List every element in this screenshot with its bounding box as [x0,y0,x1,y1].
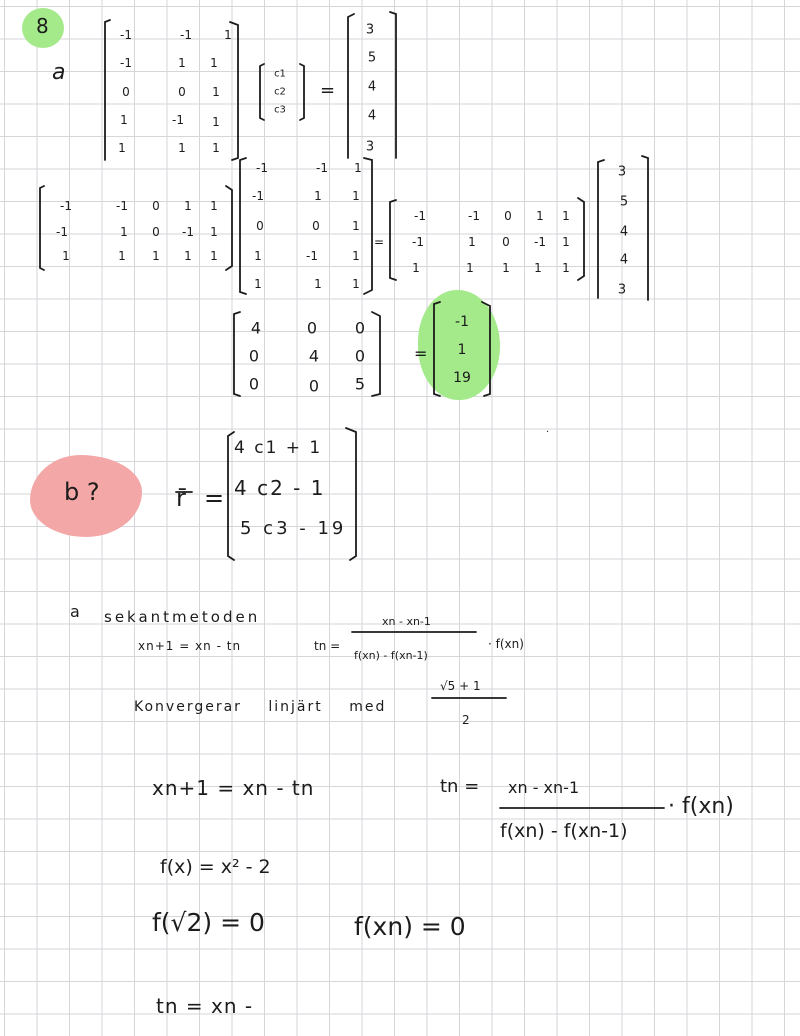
matrix-cell: 1 [184,249,192,263]
matrix-cell: -1 [120,56,132,70]
tn-last: tn = xn - [156,994,254,1018]
matrix-cell: 1 [212,115,220,129]
matrix-cell: 1 [352,219,360,233]
matrix-cell: -1 [414,209,426,223]
equals-sign: = [204,484,225,512]
matrix-cell: 0 [354,346,366,366]
equals-sign: = [414,344,428,363]
matrix-cell: 0 [248,374,260,394]
matrix-cell: 1 [254,249,262,263]
matrix-cell: 1 [562,235,570,249]
matrix-cell: 4 [250,318,262,338]
matrix-cell: 0 [504,209,512,223]
stray-dot: · [546,427,550,438]
secant-title: sekantmetoden [104,608,261,626]
vector-cell: 5 [367,50,377,66]
matrix-cell: 1 [210,249,218,263]
matrix-cell: 1 [178,141,186,155]
matrix-cell: -1 [180,28,192,42]
tn-denom-big: f(xn) - f(xn-1) [500,820,628,842]
secant-formula-big: xn+1 = xn - tn [152,776,315,800]
vector-cell: 1 [457,342,467,358]
f-definition: f(x) = x² - 2 [160,856,271,878]
tn-factor-small: · f(xn) [488,637,524,651]
matrix-cell: 1 [354,161,362,175]
matrix-cell: 0 [256,219,264,233]
matrix-cell: -1 [468,209,480,223]
matrix-cell: 1 [352,189,360,203]
matrix-cell: 1 [210,56,218,70]
residual-symbol: r̄ [176,484,186,512]
problem-number: 8 [36,14,49,38]
matrix-cell: 0 [308,376,320,396]
convergence-denom: 2 [462,713,470,727]
tn-factor-big: · f(xn) [668,794,734,819]
vector-cell: c1 [274,68,286,80]
matrix-cell: -1 [412,235,424,249]
matrix-cell: 1 [224,28,232,42]
equals-sign: = [320,80,336,101]
matrix-cell: 1 [352,277,360,291]
matrix-cell: 0 [122,85,130,99]
matrix-cell: 0 [306,318,318,338]
matrix-cell: -1 [60,199,72,213]
vector-cell: 19 [453,370,471,386]
tn-lhs-big: tn = [440,776,480,797]
matrix-cell: 1 [152,249,160,263]
matrix-cell: 1 [212,85,220,99]
matrix-cell: -1 [56,225,68,239]
equals-sign: = [374,235,385,249]
matrix-cell: 0 [312,219,320,233]
matrix-cell: 1 [62,249,70,263]
matrix-cell: 0 [152,225,160,239]
residual-entry: 4 c1 + 1 [234,438,323,458]
vector-cell: 3 [365,22,375,38]
matrix-cell: -1 [116,199,128,213]
convergence-numer: √5 + 1 [440,679,481,693]
matrix-cell: 1 [178,56,186,70]
matrix-cell: -1 [252,189,264,203]
matrix-cell: 1 [212,141,220,155]
tn-lhs-small: tn = [314,639,341,653]
f-root: f(√2) = 0 [152,908,265,937]
residual-entry: 4 c2 - 1 [234,476,326,500]
vector-cell: 4 [367,108,377,124]
vector-cell: 4 [367,79,377,95]
residual-entry: 5 c3 - 19 [240,518,347,539]
matrix-cell: 1 [210,225,218,239]
matrix-cell: -1 [172,113,184,127]
matrix-cell: 1 [314,277,322,291]
matrix-cell: 1 [466,261,474,275]
matrix-cell: -1 [182,225,194,239]
vector-cell: 3 [617,164,627,180]
matrix-cell: 1 [502,261,510,275]
matrix-cell: 1 [118,141,126,155]
tn-numer-big: xn - xn-1 [508,778,580,797]
vector-cell: 4 [619,224,629,240]
matrix-cell: 0 [178,85,186,99]
matrix-cell: 5 [354,374,366,394]
matrix-cell: 1 [254,277,262,291]
matrix-cell: 0 [502,235,510,249]
vector-cell: 3 [365,139,375,155]
vector-cell: 4 [619,252,629,268]
matrix-cell: 1 [314,189,322,203]
vector-cell: c3 [274,104,286,116]
matrix-cell: -1 [534,235,546,249]
matrix-cell: -1 [306,249,318,263]
vector-cell: 5 [619,194,629,210]
secant-formula-small: xn+1 = xn - tn [138,639,242,653]
tn-denom-small: f(xn) - f(xn-1) [354,649,428,662]
convergence-text: Konvergerar linjärt med [134,699,387,715]
f-xn: f(xn) = 0 [354,912,466,941]
vector-cell: c2 [274,86,286,98]
matrix-cell: 1 [210,199,218,213]
secant-label: a [70,602,80,621]
matrix-cell: 1 [118,249,126,263]
matrix-cell: 1 [468,235,476,249]
matrix-cell: 1 [412,261,420,275]
matrix-cell: 1 [120,113,128,127]
matrix-cell: 1 [120,225,128,239]
matrix-cell: 0 [152,199,160,213]
matrix-cell: 1 [534,261,542,275]
matrix-cell: 1 [184,199,192,213]
matrix-cell: 1 [536,209,544,223]
matrix-cell: 0 [248,346,260,366]
tn-numer-small: xn - xn-1 [382,615,431,628]
matrix-cell: 1 [352,249,360,263]
matrix-cell: -1 [120,28,132,42]
matrix-cell: 1 [562,261,570,275]
matrix-cell: 4 [308,346,320,366]
part-b-label: b ? [64,478,100,506]
matrix-cell: 0 [354,318,366,338]
vector-cell: -1 [455,314,469,330]
vector-cell: 3 [617,282,627,298]
matrix-cell: -1 [316,161,328,175]
matrix-cell: 1 [562,209,570,223]
part-a-label: a [52,60,66,85]
matrix-cell: -1 [256,161,268,175]
